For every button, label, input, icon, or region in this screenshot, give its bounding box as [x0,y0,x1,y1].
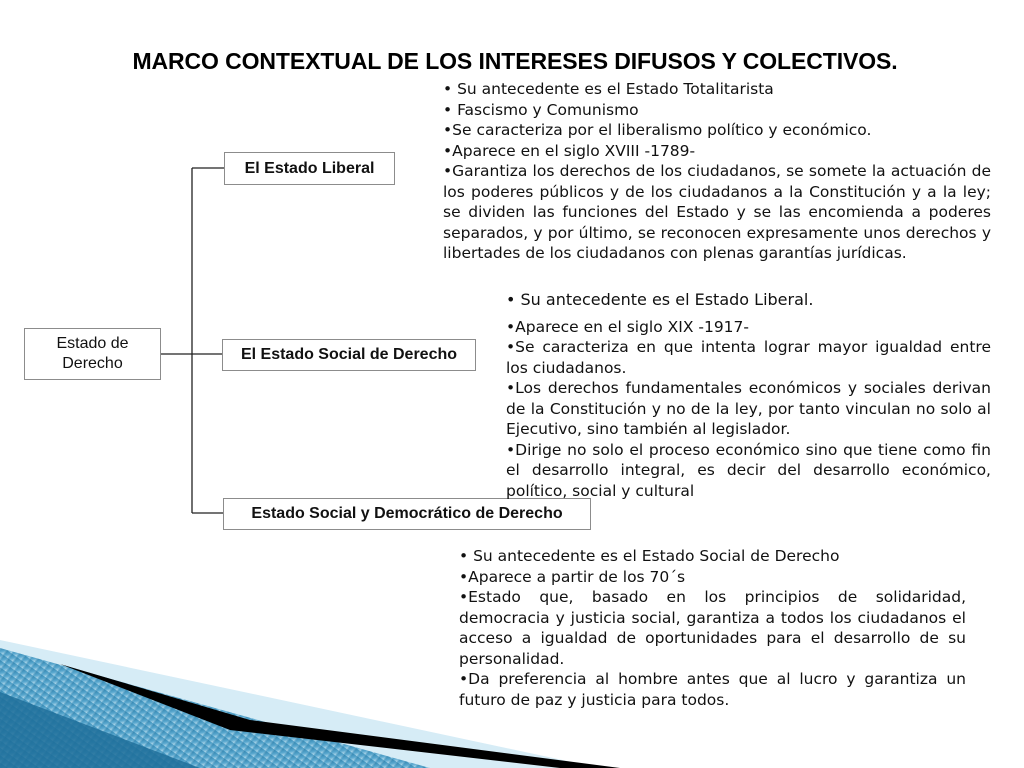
detail-line: • Su antecedente es el Estado Liberal. [506,290,814,309]
detail-line: •Aparece en el siglo XIX -1917- [506,317,749,336]
details-estado-liberal [443,79,991,264]
detail-line: • Su antecedente es el Estado Social de Derecho [459,547,840,565]
slide-title: MARCO CONTEXTUAL DE LOS INTERESES DIFUSOS Y COLECTIVOS. [132,48,898,74]
root-label-line1: Estado de [56,335,129,352]
detail-line: • Su antecedente es el Estado Totalitarista [443,80,774,98]
detail-line: •Estado que, basado en los principios de solidaridad, democracia y justicia social, garantiza a todos los ciudadanos el acceso a igualdad de oportunidades para el desarrollo de su personalidad. [459,588,966,668]
node-estado-social-democratico: Estado Social y Democrático de Derecho [223,498,591,530]
detail-line: •Da preferencia al hombre antes que al lucro y garantiza un futuro de paz y justicia para todos. [459,670,966,709]
detail-line: •Dirige no solo el proceso económico sino que tiene como fin el desarrollo integral, es decir del desarrollo económico, político, social y cultural [506,440,991,500]
node-estado-liberal: El Estado Liberal [224,152,395,185]
root-node-estado-de-derecho [24,328,161,380]
details-estado-social [506,290,991,501]
detail-line: •Se caracteriza por el liberalismo político y económico. [443,121,872,139]
detail-line: •Aparece a partir de los 70´s [459,567,686,586]
detail-line: •Garantiza los derechos de los ciudadanos, se somete la actuación de los poderes públicos y de los ciudadanos a la Constitución y a la ley; se dividen las funciones del Estado y se las encomienda a poderes separados, y por último, se reconocen expresamente unos derechos y libertades de los ciudadanos con plenas garantías jurídicas. [443,162,991,262]
decorative-corner-swoosh [0,638,620,768]
detail-line: •Se caracteriza en que intenta lograr mayor igualdad entre los ciudadanos. [506,338,991,377]
detail-line: • Fascismo y Comunismo [443,100,639,119]
detail-line: •Aparece en el siglo XVIII -1789- [443,141,696,160]
detail-line: •Los derechos fundamentales económicos y sociales derivan de la Constitución y no de la ley, por tanto vinculan no solo al Ejecutivo, sino también al legislador. [506,379,991,438]
root-label-line2: Derecho [62,355,123,372]
node-estado-social-de-derecho: El Estado Social de Derecho [222,339,476,371]
